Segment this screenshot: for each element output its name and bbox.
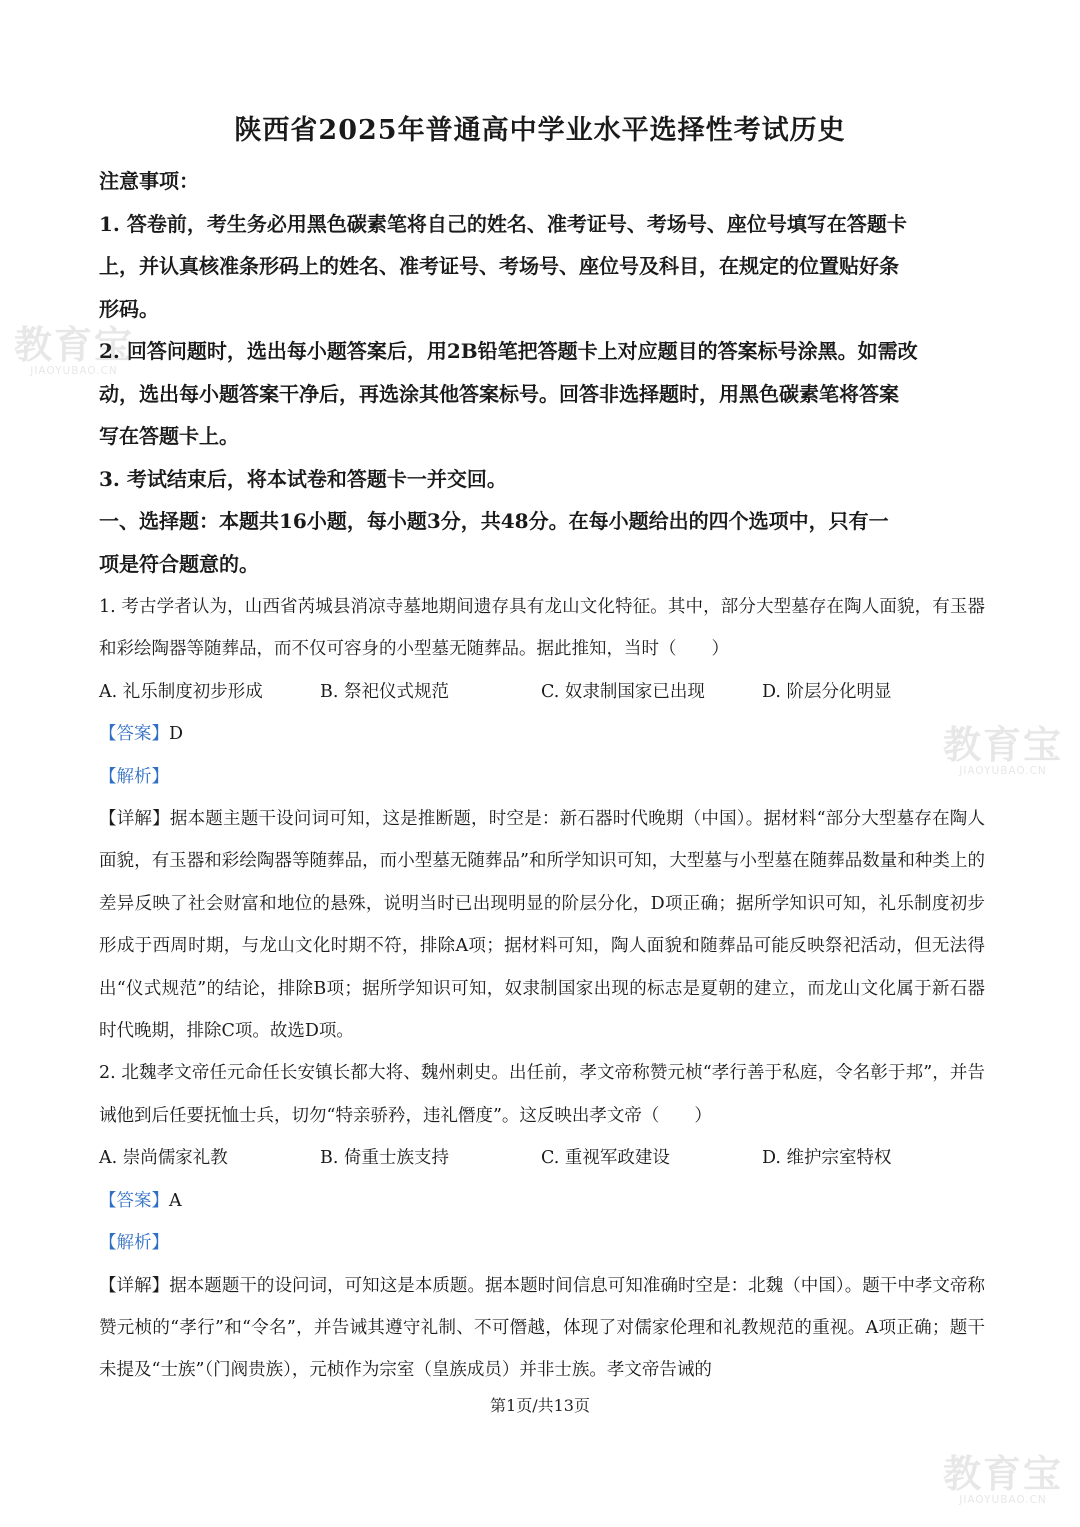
watermark-domain: JIAOYUBAO.CN [30, 365, 118, 377]
notes-line: 1. 答卷前，考生务必用黑色碳素笔将自己的姓名、准考证号、考场号、座位号填写在答题卡 [99, 211, 907, 236]
notes-heading: 注意事项： [99, 169, 199, 193]
detail-tag: 【详解】 [99, 809, 170, 830]
option-d: D. 阶层分化明显 [762, 681, 892, 702]
question-stem: 1. 考古学者认为，山西省芮城县消凉寺墓地期间遗存具有龙山文化特征。其中，部分大型墓存在陶人面貌，有玉器和彩绘陶器等随葬品，而不仅可容身的小型墓无随葬品。据此推知，当时（ ） [99, 597, 985, 660]
notes-line: 3. 考试结束后，将本试卷和答题卡一并交回。 [99, 466, 507, 491]
analysis-line [99, 1222, 985, 1264]
detail-paragraph [99, 1265, 985, 1392]
notes-line: 上，并认真核准条形码上的姓名、准考证号、考场号、座位号及科目，在规定的位置贴好条 [99, 254, 899, 278]
detail-text: 据本题题干的设问词，可知这是本质题。据本题时间信息可知准确时空是：北魏（中国）。题干中孝文帝称赞元桢的“孝行”和“令名”，并告诫其遵守礼制、不可僭越，体现了对儒家伦理和礼教规范的重视。A项正确；题干未提及“士族”（门阀贵族），元桢作为宗室（皇族成员）并非士族。孝文帝告诫的 [99, 1275, 986, 1381]
section-heading: 一、选择题：本题共16小题，每小题3分，共48分。在每小题给出的四个选项中，只有一 [99, 509, 889, 533]
page-number: 第1页/共13页 [490, 1396, 590, 1415]
notes-line: 动，选出每小题答案干净后，再选涂其他答案标号。回答非选择题时，用黑色碳素笔将答案 [99, 381, 899, 406]
answer-line [99, 1180, 985, 1222]
question-options [99, 671, 985, 713]
option-c: C. 奴隶制国家已出现 [541, 681, 705, 702]
watermark-logo [943, 1452, 1064, 1506]
option-a: A. 礼乐制度初步形成 [99, 681, 263, 702]
answer-line [99, 713, 985, 755]
section-heading: 项是符合题意的。 [99, 551, 259, 576]
watermark-logo [943, 723, 1064, 777]
option-d: D. 维护宗室特权 [762, 1148, 892, 1169]
watermark-text: 教育宝 [943, 1452, 1064, 1496]
watermark-text: 教育宝 [14, 323, 135, 367]
option-c: C. 重视军政建设 [541, 1148, 670, 1169]
analysis-line [99, 756, 985, 798]
analysis-tag: 【解析】 [99, 766, 169, 787]
question-stem: 2. 北魏孝文帝任元命任长安镇长都大将、魏州刺史。出任前，孝文帝称赞元桢“孝行善于私庭，令名彰于邦”，并告诫他到后任要抚恤士兵，切勿“特亲骄矜，违礼僭度”。这反映出孝文帝（ ） [99, 1063, 985, 1126]
option-b: B. 祭祀仪式规范 [320, 681, 449, 702]
page-title: 陕西省2025年普通高中学业水平选择性考试历史 [234, 115, 846, 146]
detail-tag: 【详解】 [99, 1275, 170, 1296]
questions-section [99, 586, 985, 1392]
detail-text: 据本题主题干设问词可知，这是推断题，时空是：新石器时代晚期（中国）。据材料“部分大型墓存在陶人面貌，有玉器和彩绘陶器等随葬品，而小型墓无随葬品”和所学知识可知，大型墓与小型墓在随葬品数量和种类上的差异反映了社会财富和地位的悬殊，说明当时已出现明显的阶层分化，D项正确；据所学知识可知，礼乐制度初步形成于西周时期，与龙山文化时期不符，排除A项；据材料可知，陶人面貌和随葬品可能反映祭祀活动，但无法得出“仪式规范”的结论，排除B项；据所学知识可知，奴隶制国家出现的标志是夏朝的建立，而龙山文化属于新石器时代晚期，排除C项。故选D项。 [99, 809, 986, 1042]
option-a: A. 崇尚儒家礼教 [99, 1148, 228, 1169]
notes-line: 2. 回答问题时，选出每小题答案后，用2B铅笔把答题卡上对应题目的答案标号涂黑。如需改 [99, 339, 918, 363]
notes-line: 写在答题卡上。 [99, 424, 239, 448]
question-options [99, 1137, 985, 1179]
notes-line: 形码。 [99, 296, 159, 321]
detail-paragraph [99, 798, 985, 1052]
analysis-tag: 【解析】 [99, 1233, 169, 1254]
option-b: B. 倚重士族支持 [320, 1148, 449, 1169]
answer-tag: 【答案】 [99, 724, 169, 745]
watermark-logo [14, 323, 135, 377]
watermark-domain: JIAOYUBAO.CN [959, 765, 1047, 777]
watermark-text: 教育宝 [943, 723, 1064, 767]
watermark-domain: JIAOYUBAO.CN [959, 1494, 1047, 1506]
answer-tag: 【答案】 [99, 1190, 169, 1211]
answer-value: D [169, 724, 184, 745]
notes-section [99, 160, 985, 585]
answer-value: A [169, 1190, 182, 1211]
